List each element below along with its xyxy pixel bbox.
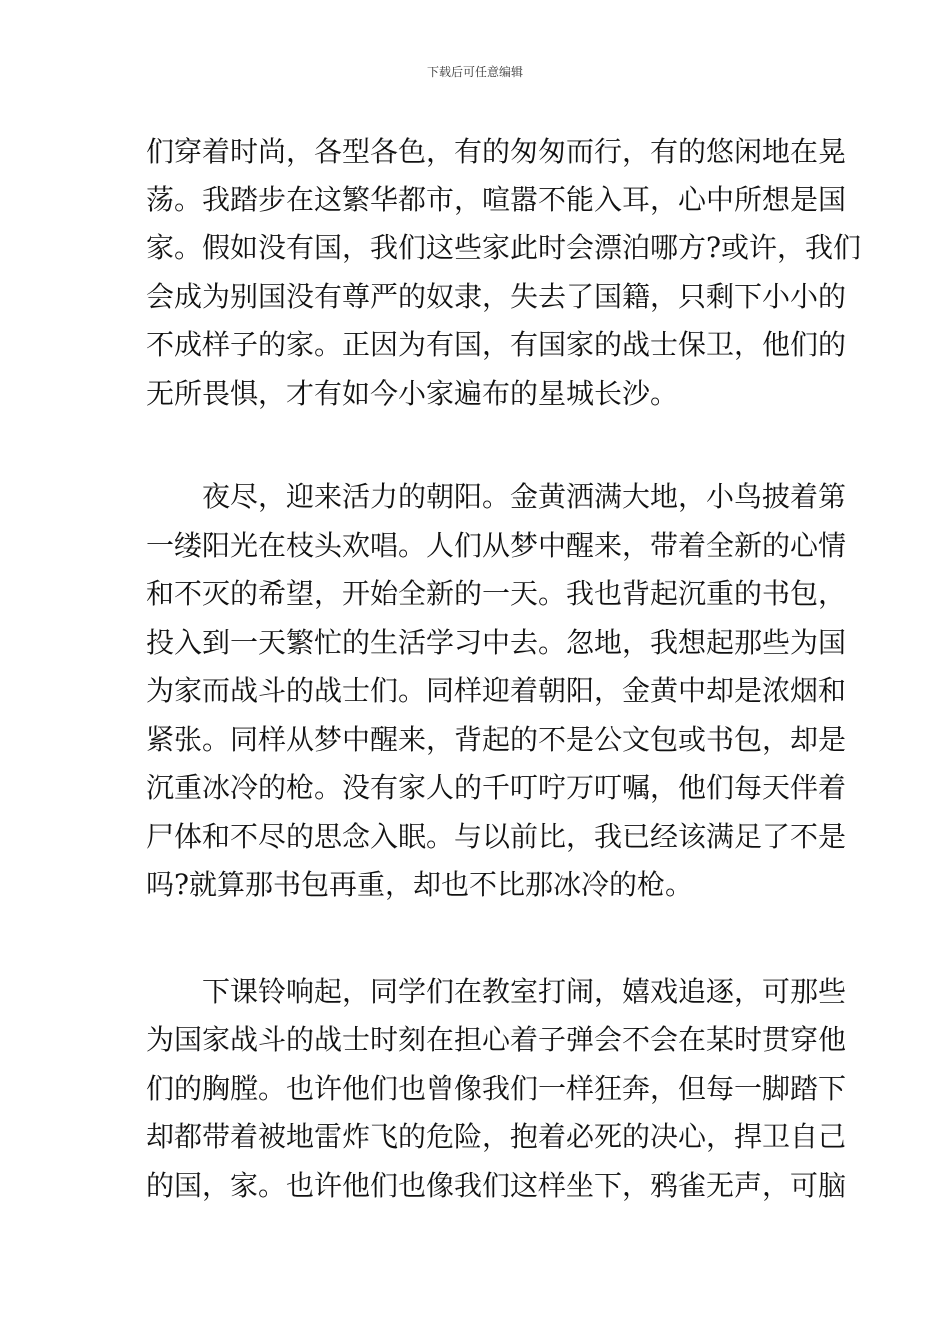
paragraph-1-line-1: 们穿着时尚，各型各色，有的匆匆而行，有的悠闲地在晃 [146, 135, 847, 168]
paragraph-3-line-1: 下课铃响起，同学们在教室打闹，嬉戏追逐，可那些 [202, 975, 847, 1008]
paragraph-2-line-6: 紧张。同样从梦中醒来，背起的不是公文包或书包，却是 [146, 723, 847, 756]
paragraph-2-line-4: 投入到一天繁忙的生活学习中去。忽地，我想起那些为国 [146, 626, 847, 659]
paragraph-1-line-2: 荡。我踏步在这繁华都市，喧嚣不能入耳，心中所想是国 [146, 183, 847, 216]
paragraph-2-line-5: 为家而战斗的战士们。同样迎着朝阳，金黄中却是浓烟和 [146, 674, 847, 707]
paragraph-3-line-3: 们的胸膛。也许他们也曾像我们一样狂奔，但每一脚踏下 [146, 1072, 847, 1105]
paragraph-3-line-2: 为国家战斗的战士时刻在担心着子弹会不会在某时贯穿他 [146, 1023, 847, 1056]
paragraph-1-line-6: 无所畏惧，才有如今小家遍布的星城长沙。 [146, 377, 679, 410]
paragraph-2-line-7: 沉重冰冷的枪。没有家人的千叮咛万叮嘱，他们每天伴着 [146, 771, 847, 804]
paragraph-3-line-5: 的国，家。也许他们也像我们这样坐下，鸦雀无声，可脑 [146, 1169, 847, 1202]
paragraph-3-line-4: 却都带着被地雷炸飞的危险，抱着必死的决心，捍卫自己 [146, 1120, 847, 1153]
paragraph-1-line-4: 会成为别国没有尊严的奴隶，失去了国籍，只剩下小小的 [146, 280, 847, 313]
paragraph-2-line-1: 夜尽，迎来活力的朝阳。金黄洒满大地，小鸟披着第 [202, 480, 847, 513]
page-header: 下载后可任意编辑 [426, 65, 523, 79]
paragraph-1-line-5: 不成样子的家。正因为有国，有国家的战士保卫，他们的 [146, 328, 847, 361]
paragraph-2-line-9: 吗?就算那书包再重，却也不比那冰冷的枪。 [146, 868, 694, 901]
paragraph-2-line-8: 尸体和不尽的思念入眠。与以前比，我已经该满足了不是 [146, 820, 847, 853]
paragraph-2-line-2: 一缕阳光在枝头欢唱。人们从梦中醒来，带着全新的心情 [146, 529, 847, 562]
paragraph-2-line-3: 和不灭的希望，开始全新的一天。我也背起沉重的书包， [146, 577, 847, 610]
paragraph-1-line-3: 家。假如没有国，我们这些家此时会漂泊哪方?或许，我们 [146, 231, 862, 264]
